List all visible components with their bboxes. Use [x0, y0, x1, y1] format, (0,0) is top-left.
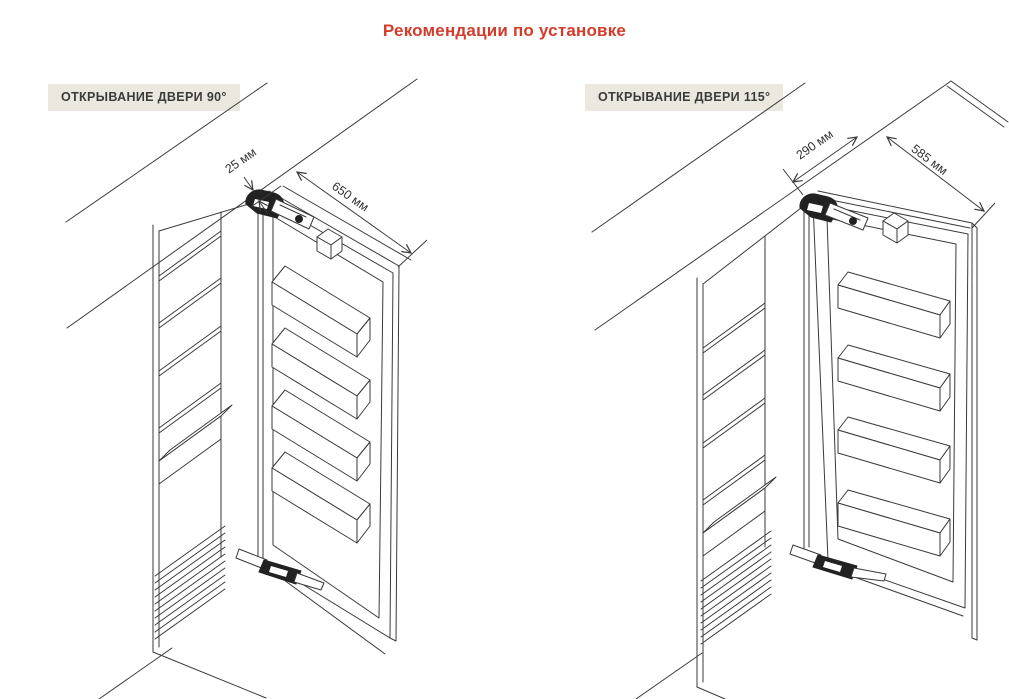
- diagram-door-open-90: [40, 70, 510, 699]
- badge-door-opening-115: ОТКРЫВАНИЕ ДВЕРИ 115°: [585, 84, 783, 111]
- fridge-cabinet: [697, 201, 810, 699]
- badge-door-opening-90: ОТКРЫВАНИЕ ДВЕРИ 90°: [48, 84, 240, 111]
- fridge-door: [263, 186, 411, 654]
- fridge-door: [813, 197, 970, 616]
- dimension-label-585mm: 585 мм: [908, 141, 951, 178]
- vent-grille: [155, 526, 225, 639]
- page-title: Рекомендации по установке: [382, 21, 627, 40]
- dimension-290mm: [783, 127, 857, 195]
- dimension-label-25mm: 25 мм: [222, 145, 259, 177]
- diagram-door-open-115: [580, 60, 1009, 699]
- dimension-label-650mm: 650 мм: [329, 179, 372, 215]
- dimension-label-290mm: 290 мм: [793, 127, 836, 163]
- fridge-cabinet: [153, 198, 266, 698]
